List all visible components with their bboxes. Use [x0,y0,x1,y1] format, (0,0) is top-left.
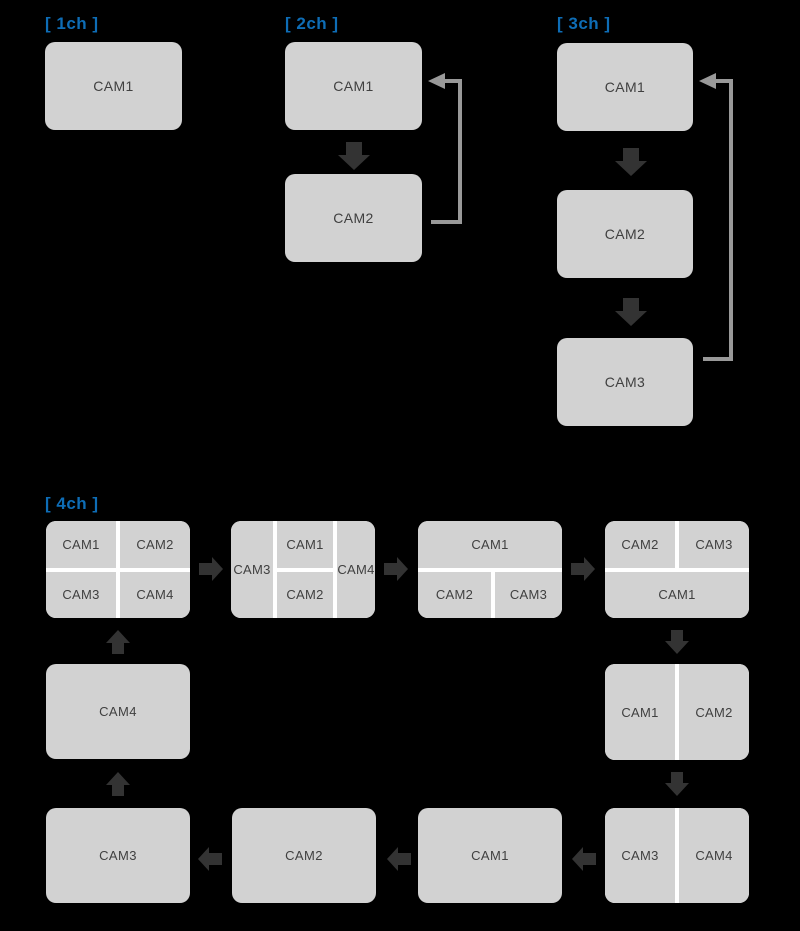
pane-cam2: CAM2 [277,572,333,619]
cam-label: CAM1 [604,79,646,95]
cam-label: CAM2 [285,848,323,863]
cam-label: CAM1 [93,78,134,94]
pane-cam2: CAM2 [679,664,749,760]
ch4-step9-single-cam3 [46,808,190,903]
arrow-up-icon [106,630,130,654]
pane-cam3: CAM3 [679,521,749,568]
ch4-step3-topfull-panel [418,521,562,618]
pane-cam2: CAM2 [605,521,675,568]
loop-arrow-left-icon [699,73,716,89]
arrow-right-icon [384,557,408,581]
pane-cam2: CAM2 [120,521,190,568]
pane-cam3: CAM3 [605,808,675,903]
pane-cam3: CAM3 [46,572,116,619]
cam-box-2ch-cam2 [285,174,422,262]
pane-cam3: CAM3 [495,572,562,619]
arrow-right-icon [199,557,223,581]
ch4-step5-twocol-panel [605,664,749,760]
cam-label: CAM4 [99,704,137,719]
arrow-down-icon [665,630,689,654]
loop-line-top [714,79,733,83]
ch4-step1-quad-panel [46,521,190,618]
pane-cam4: CAM4 [337,521,375,618]
loop-arrow-left-icon [428,73,445,89]
cam-box-2ch-cam1 [285,42,422,130]
arrow-down-icon [665,772,689,796]
loop-line-vertical [729,79,733,361]
arrow-down-icon [615,298,647,326]
section-label-2ch: [ 2ch ] [285,14,339,33]
arrow-left-icon [387,847,411,871]
arrow-down-icon [615,148,647,176]
cam-label: CAM3 [604,374,646,390]
arrow-left-icon [572,847,596,871]
ch4-step10-single-cam4 [46,664,190,759]
cam-label: CAM2 [604,226,646,242]
pane-cam1: CAM1 [605,572,749,619]
ch4-step2-threecol-panel [231,521,375,618]
arrow-right-icon [571,557,595,581]
cam-box-3ch-cam2 [557,190,693,278]
ch4-step4-bottomfull-panel [605,521,749,618]
arrow-left-icon [198,847,222,871]
cam-box-3ch-cam1 [557,43,693,131]
ch4-step8-single-cam2 [232,808,376,903]
ch4-step6-twocol-panel [605,808,749,903]
arrow-up-icon [106,772,130,796]
loop-line-top [443,79,462,83]
cam-label: CAM1 [333,78,374,94]
section-label-4ch: [ 4ch ] [45,494,99,513]
pane-cam3: CAM3 [231,521,273,618]
cam-label: CAM1 [471,848,509,863]
loop-line-vertical [458,79,462,224]
pane-cam1: CAM1 [46,521,116,568]
cam-label: CAM3 [99,848,137,863]
ch4-step7-single-cam1 [418,808,562,903]
section-label-3ch: [ 3ch ] [557,14,611,33]
pane-cam1: CAM1 [418,521,562,568]
pane-cam2: CAM2 [418,572,491,619]
pane-cam4: CAM4 [120,572,190,619]
cam-label: CAM2 [333,210,374,226]
cam-box-3ch-cam3 [557,338,693,426]
cam-box-1ch-cam1 [45,42,182,130]
pane-cam1: CAM1 [605,664,675,760]
pane-cam4: CAM4 [679,808,749,903]
arrow-down-icon [338,142,370,170]
pane-cam1: CAM1 [277,521,333,568]
section-label-1ch: [ 1ch ] [45,14,99,33]
